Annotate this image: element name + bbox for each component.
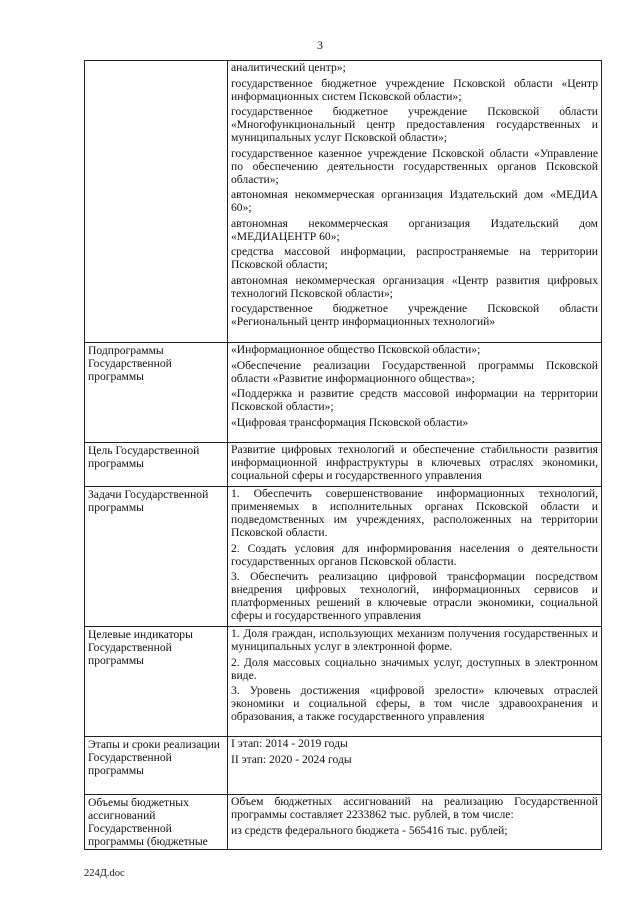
row-value — [228, 443, 602, 487]
table-row — [85, 487, 602, 627]
list-item: 1. Обеспечить совершенствование информационных технологий, применяемых в исполнительных органах Псковской области и подведомственных им учреждениях, расположенных на территории Псковской области. — [231, 487, 598, 539]
row-value — [228, 61, 602, 343]
list-item: государственное казенное учреждение Псковской области «Управление по обеспечению деятельности государственных органов Псковской области»; — [231, 146, 598, 186]
list-item: Объем бюджетных ассигнований на реализацию Государственной программы составляет 2233862 тыс. рублей, в том числе: — [231, 795, 598, 821]
row-label: Задачи Государственной программы — [85, 487, 228, 627]
list-item: средства массовой информации, распространяемые на территории Псковской области; — [231, 245, 598, 271]
row-label: Целевые индикаторы Государственной программы — [85, 627, 228, 737]
page-number: 3 — [317, 38, 323, 52]
list-item: из средств федерального бюджета - 565416 тыс. рублей; — [231, 823, 508, 837]
row-label: Цель Государственной программы — [85, 443, 228, 487]
table-row — [85, 737, 602, 795]
list-item: «Информационное общество Псковской области»; — [231, 343, 481, 356]
list-item: автономная некоммерческая организация Издательский дом «МЕДИА 60»; — [231, 188, 598, 214]
row-value — [228, 343, 602, 443]
list-item: 2. Создать условия для информирования населения о деятельности государственных органов Псковской области. — [231, 541, 598, 568]
table-row — [85, 795, 602, 850]
row-value — [228, 795, 602, 850]
list-item: «Обеспечение реализации Государственной программы Псковской области «Развитие информационного общества»; — [231, 358, 598, 385]
table-row — [85, 627, 602, 737]
list-item: 3. Обеспечить реализацию цифровой трансформации посредством внедрения цифровых технологий, информационных сервисов и платформенных решений в ключевые отрасли экономики, социальной сферы и государственного управления — [231, 570, 598, 622]
list-item: 2. Доля массовых социально значимых услуг, доступных в электронном виде. — [231, 655, 598, 682]
row-label: Подпрограммы Государственной программы — [85, 343, 228, 443]
footer-filename: 224Д.doc — [84, 868, 125, 879]
list-item: государственное бюджетное учреждение Псковской области «Многофункциональный центр предоставления государственных и муниципальных услуг Псковской области»; — [231, 105, 598, 144]
list-item: «Цифровая трансформация Псковской области» — [231, 415, 469, 429]
row-value — [228, 627, 602, 737]
program-passport-table — [84, 60, 602, 850]
row-label: Объемы бюджетных ассигнований Государственной программы (бюджетные — [85, 795, 228, 850]
row-label — [85, 61, 228, 343]
list-item: автономная некоммерческая организация Издательский дом «МЕДИАЦЕНТР 60»; — [231, 216, 598, 243]
list-item: аналитический центр»; — [231, 61, 346, 74]
list-item: автономная некоммерческая организация «Центр развития цифровых технологий Псковской области»; — [231, 273, 598, 300]
list-item: 1. Доля граждан, использующих механизм получения государственных и муниципальных услуг в электронной форме. — [231, 627, 598, 653]
table-row — [85, 443, 602, 487]
list-item: Развитие цифровых технологий и обеспечение стабильности развития информационной инфраструктуры в ключевых отраслях экономики, социальной сферы и государственного управления — [231, 443, 598, 482]
row-value — [228, 737, 602, 795]
list-item: I этап: 2014 - 2019 годы — [231, 737, 348, 750]
row-value — [228, 487, 602, 627]
table-row — [85, 343, 602, 443]
table-row — [85, 61, 602, 343]
list-item: государственное бюджетное учреждение Псковской области «Региональный центр информационных технологий» — [231, 302, 598, 328]
list-item: «Поддержка и развитие средств массовой информации на территории Псковской области»; — [231, 387, 598, 413]
list-item: государственное бюджетное учреждение Псковской области «Центр информационных систем Псковской области»; — [231, 76, 598, 103]
list-item: II этап: 2020 - 2024 годы — [231, 752, 352, 766]
row-label: Этапы и сроки реализации Государственной программы — [85, 737, 228, 795]
list-item: 3. Уровень достижения «цифровой зрелости» ключевых отраслей экономики и социальной сферы, в том числе здравоохранения и образования, а также государственного управления — [231, 684, 598, 723]
